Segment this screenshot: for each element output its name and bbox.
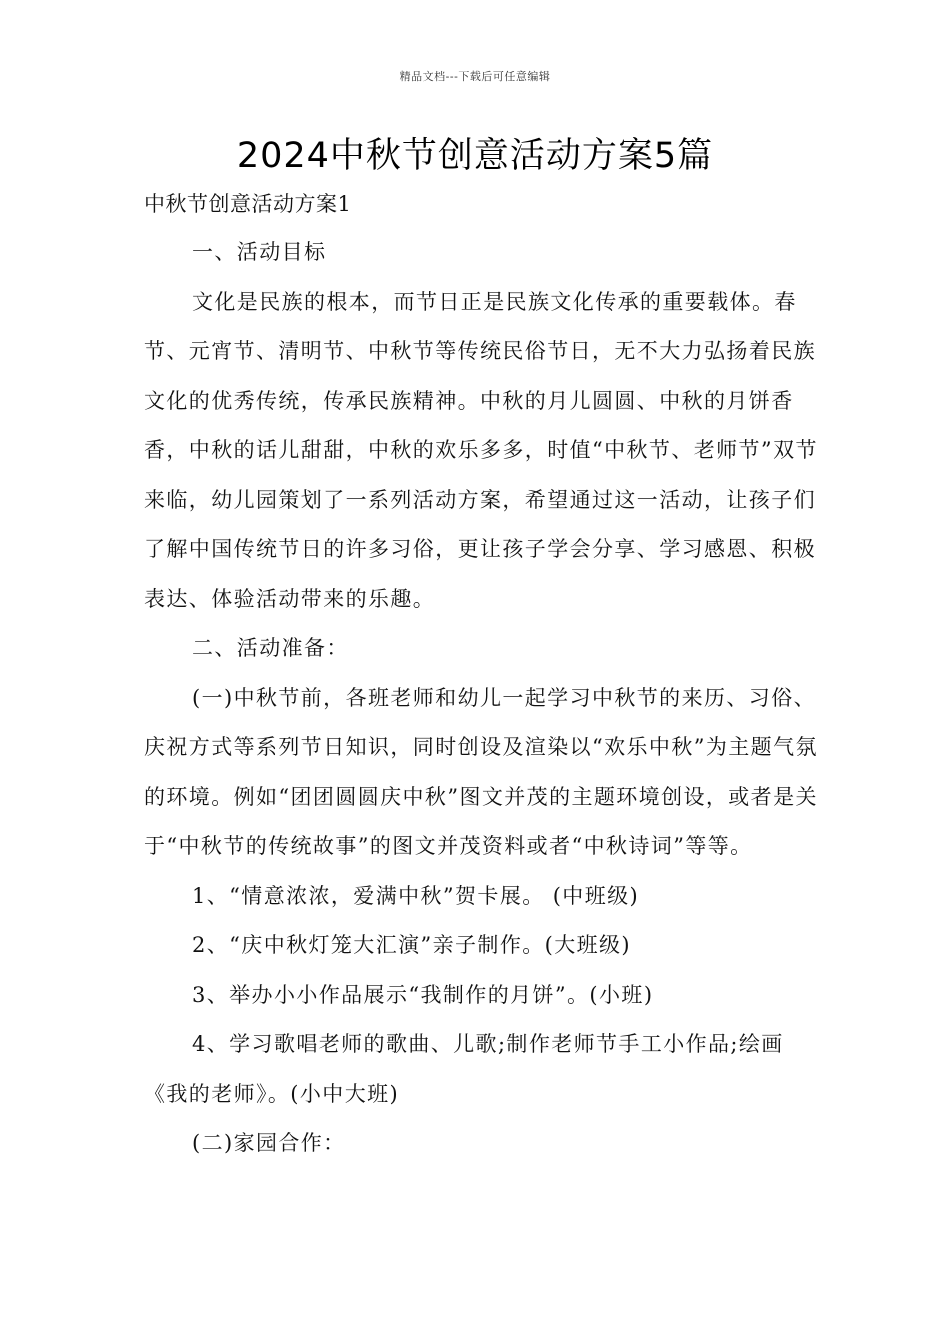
- paragraph-goal-body: 文化是民族的根本，而节日正是民族文化传承的重要载体。春节、元宵节、清明节、中秋节等传统民俗节日，无不大力弘扬着民族文化的优秀传统，传承民族精神。中秋的月儿圆圆、中秋的月饼香香，中秋的话儿甜甜，中秋的欢乐多多，时值“中秋节、老师节”双节来临，幼儿园策划了一系列活动方案，希望通过这一活动，让孩子们了解中国传统节日的许多习俗，更让孩子学会分享、学习感恩、积极表达、体验活动带来的乐趣。: [144, 289, 818, 611]
- paragraph-prep-part-one: (一)中秋节前，各班老师和幼儿一起学习中秋节的来历、习俗、庆祝方式等系列节日知识，同时创设及渲染以“欢乐中秋”为主题气氛的环境。例如“团团圆圆庆中秋”图文并茂的主题环境创设，或者是关于“中秋节的传统故事”的图文并茂资料或者“中秋诗词”等等。: [144, 685, 818, 858]
- list-item-3: 3、举办小小作品展示“我制作的月饼”。(小班): [192, 982, 654, 1007]
- list-item-1: 1、“情意浓浓，爱满中秋”贺卡展。 (中班级): [192, 883, 640, 908]
- heading-activity-prep: 二、活动准备：: [192, 636, 349, 660]
- heading-home-school-cooperation: (二)家园合作：: [192, 1131, 346, 1155]
- heading-activity-goal: 一、活动目标: [192, 240, 327, 264]
- section-heading: 中秋节创意活动方案1: [144, 192, 352, 216]
- header-note: 精品文档---下载后可任意编辑: [399, 70, 551, 83]
- document-body: [144, 228, 824, 1169]
- document-title: 2024中秋节创意活动方案5篇: [236, 136, 714, 176]
- list-item-2: 2、“庆中秋灯笼大汇演”亲子制作。(大班级): [192, 933, 632, 957]
- list-item-4: 4、学习歌唱老师的歌曲、儿歌;制作老师节手工小作品;绘画《我的老师》。(小中大班): [144, 1032, 784, 1106]
